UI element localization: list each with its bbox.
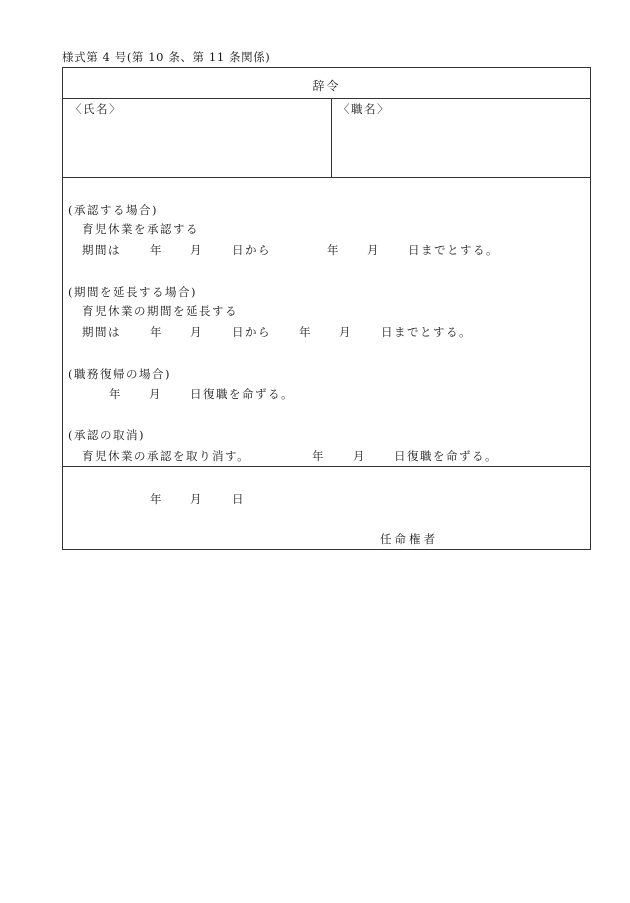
return-title: (職務復帰の場合) [68, 367, 171, 381]
divider [63, 466, 590, 467]
extension-to-month: 月 [339, 325, 352, 339]
extension-line: 育児休業の期間を延長する [82, 304, 238, 318]
divider [63, 177, 590, 178]
approval-to-month: 月 [367, 243, 380, 257]
approval-from-day: 日から [232, 243, 271, 257]
approval-from-year: 年 [150, 243, 163, 257]
appointing-authority: 任命権者 [380, 532, 438, 546]
name-label: 〈氏名〉 [70, 102, 122, 116]
extension-period-prefix: 期間は [82, 325, 121, 339]
extension-to-year: 年 [299, 325, 312, 339]
footer-day: 日 [232, 492, 245, 506]
extension-from-day: 日から [232, 325, 271, 339]
cancel-day: 日復職を命ずる。 [394, 449, 498, 463]
cancel-line: 育児休業の承認を取り消す。 [82, 449, 251, 463]
footer-month: 月 [190, 492, 203, 506]
cancel-title: (承認の取消) [68, 428, 145, 442]
footer-year: 年 [150, 492, 163, 506]
approval-to-day: 日までとする。 [408, 243, 499, 257]
cancel-year: 年 [312, 449, 325, 463]
cancel-month: 月 [353, 449, 366, 463]
extension-title: (期間を延長する場合) [68, 285, 197, 299]
return-month: 月 [149, 387, 162, 401]
document-heading: 辞令 [312, 79, 341, 93]
return-year: 年 [109, 387, 122, 401]
approval-from-month: 月 [190, 243, 203, 257]
position-label: 〈職名〉 [338, 102, 390, 116]
approval-line: 育児休業を承認する [82, 222, 199, 236]
approval-title: (承認する場合) [68, 203, 158, 217]
extension-from-year: 年 [150, 325, 163, 339]
divider [63, 98, 590, 99]
approval-period-prefix: 期間は [82, 243, 121, 257]
return-day: 日復職を命ずる。 [190, 387, 294, 401]
approval-to-year: 年 [327, 243, 340, 257]
extension-from-month: 月 [190, 325, 203, 339]
extension-to-day: 日までとする。 [381, 325, 472, 339]
divider [331, 98, 332, 177]
form-number: 様式第 4 号(第 10 条、第 11 条関係) [62, 50, 271, 64]
